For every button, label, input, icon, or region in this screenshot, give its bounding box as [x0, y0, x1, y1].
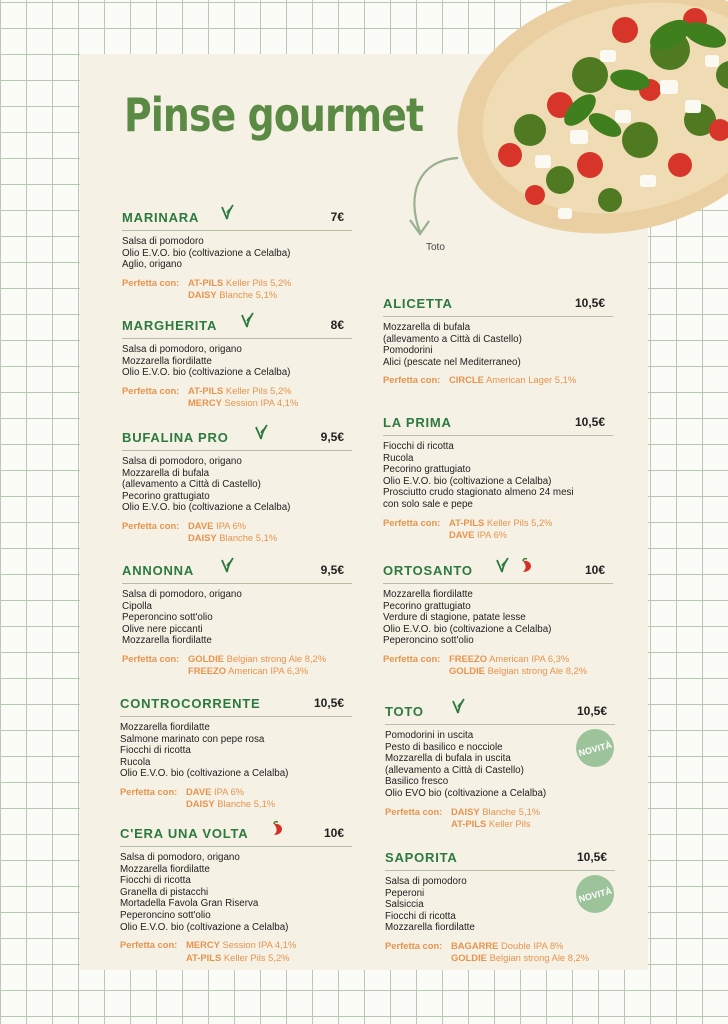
pairing-line: [120, 952, 352, 965]
beer-name: FREEZO: [449, 652, 488, 664]
beer-pairing: [383, 517, 613, 542]
ingredient: Peperoncino sott'olio: [122, 612, 213, 624]
ingredient: Pecorino grattugiato: [122, 490, 210, 502]
beer-style: Keller Pils 5,2%: [225, 276, 292, 288]
beer-style: IPA 6%: [476, 529, 508, 541]
ingredient: Rucola: [120, 756, 151, 768]
ingredient: (allevamento a Città di Castello): [385, 764, 524, 776]
ingredient: Mozzarella fiordilatte: [122, 355, 212, 367]
ingredient: Olio E.V.O. bio (coltivazione a Celalba): [383, 475, 552, 487]
beer-style: Belgian strong Ale 8,2%: [489, 952, 590, 964]
pairing-line: [383, 653, 613, 666]
ingredient: (allevamento a Città di Castello): [383, 333, 522, 345]
pairing-line: [122, 385, 352, 398]
ingredient: Rucola: [383, 452, 414, 464]
item-price: 7€: [330, 210, 344, 224]
item-price: 10€: [323, 826, 344, 840]
ingredient-list: [122, 456, 352, 514]
ingredient: (allevamento a Città di Castello): [122, 479, 261, 491]
ingredient: Pomodorini in uscita: [385, 730, 474, 741]
pairing-line: [120, 939, 352, 952]
beer-style: Session IPA 4,1%: [224, 397, 299, 409]
item-header: [383, 294, 613, 317]
pairing-label: Perfetta con:: [120, 785, 178, 797]
ingredient-list: [120, 722, 352, 780]
beer-style: American IPA 6,3%: [228, 665, 309, 677]
ingredient: Mozzarella di bufala: [122, 467, 210, 479]
pairing-label: Perfetta con:: [120, 939, 178, 951]
pairing-line: [383, 374, 613, 387]
ingredient: Granella di pistacchi: [120, 886, 209, 898]
item-price: 9,5€: [320, 430, 344, 444]
ingredient: Fiocchi di ricotta: [383, 441, 454, 452]
pizza-photo: [440, 0, 728, 270]
pairing-label: Perfetta con:: [122, 276, 180, 288]
ingredient: Peperoncino sott'olio: [383, 635, 474, 647]
pairing-line: [122, 653, 352, 666]
beer-style: Double IPA 8%: [501, 939, 564, 951]
hero-caption: Toto: [426, 242, 445, 253]
ingredient: Mortadella Favola Gran Riserva: [120, 898, 259, 910]
item-price: 9,5€: [320, 563, 344, 577]
vegetarian-leaf-icon: [220, 557, 234, 578]
ingredient: Salsa di pomodoro: [385, 876, 467, 887]
beer-name: GOLDIE: [449, 665, 485, 677]
pairing-line: [122, 397, 352, 410]
ingredient-list: [383, 322, 613, 368]
ingredient: Salsa di pomodoro, origano: [122, 344, 242, 355]
badge-text: NOVITÀ: [577, 885, 613, 905]
beer-pairing: [383, 653, 613, 678]
menu-item: [120, 694, 352, 811]
beer-name: AT-PILS: [449, 516, 485, 528]
ingredient: Peperoni: [385, 887, 425, 899]
item-header: [120, 694, 352, 717]
ingredient: Salsa di pomodoro: [122, 236, 204, 247]
ingredient: Mozzarella di bufala in uscita: [385, 753, 511, 765]
pairing-line: [122, 665, 352, 678]
beer-style: Blanche 5,1%: [219, 289, 278, 301]
ingredient: Salmone marinato con pepe rosa: [120, 733, 265, 745]
pairing-label: Perfetta con:: [122, 652, 180, 664]
chili-pepper-icon: [270, 820, 286, 841]
ingredient: Mozzarella fiordilatte: [383, 589, 473, 600]
pairing-label: Perfetta con:: [122, 519, 180, 531]
ingredient-list: [120, 852, 352, 933]
beer-pairing: [385, 940, 615, 965]
badge-text: NOVITÀ: [577, 739, 613, 759]
ingredient: Mozzarella fiordilatte: [120, 722, 210, 733]
beer-style: American Lager 5,1%: [486, 374, 577, 386]
item-price: 10,5€: [576, 850, 607, 864]
ingredient: Pecorino grattugiato: [383, 600, 471, 612]
item-header: [383, 561, 613, 584]
menu-item: [122, 208, 352, 302]
beer-style: American IPA 6,3%: [489, 652, 570, 664]
ingredient: Pomodorini: [383, 345, 433, 357]
beer-name: GOLDIE: [188, 652, 224, 664]
ingredient: Cipolla: [122, 600, 152, 612]
ingredient-list: [383, 589, 613, 647]
item-name: SAPORITA: [385, 850, 458, 865]
menu-item: [122, 561, 352, 678]
pairing-label: Perfetta con:: [383, 652, 441, 664]
beer-pairing: [122, 653, 352, 678]
item-header: [122, 316, 352, 339]
item-header: [120, 824, 352, 847]
pairing-line: [122, 520, 352, 533]
beer-name: DAVE: [188, 519, 214, 531]
beer-style: IPA 6%: [213, 785, 245, 797]
beer-style: Blanche 5,1%: [217, 798, 276, 810]
beer-name: AT-PILS: [188, 384, 224, 396]
ingredient: Olive nere piccanti: [122, 623, 203, 635]
item-price: 10,5€: [574, 415, 605, 429]
vegetarian-leaf-icon: [254, 424, 268, 445]
pairing-line: [122, 277, 352, 290]
pairing-label: Perfetta con:: [385, 805, 443, 817]
beer-name: MERCY: [188, 397, 222, 409]
beer-pairing: [122, 277, 352, 302]
ingredient: Mozzarella di bufala: [383, 322, 471, 333]
ingredient: Salsa di pomodoro, origano: [122, 589, 242, 600]
beer-style: Keller Pils 5,2%: [225, 384, 292, 396]
beer-style: Belgian strong Ale 8,2%: [226, 652, 327, 664]
ingredient: Olio E.V.O. bio (coltivazione a Celalba): [120, 921, 289, 933]
pairing-line: [383, 665, 613, 678]
beer-name: DAISY: [186, 798, 215, 810]
ingredient: Olio EVO bio (coltivazione a Celalba): [385, 787, 547, 799]
item-name: CONTROCORRENTE: [120, 696, 261, 711]
pairing-line: [122, 289, 352, 302]
item-price: 8€: [330, 318, 344, 332]
ingredient: Verdure di stagione, patate lesse: [383, 612, 526, 624]
page-title: Pinse gourmet: [124, 88, 424, 142]
beer-name: GOLDIE: [451, 952, 487, 964]
new-badge: [575, 874, 615, 914]
pairing-line: [385, 818, 615, 831]
pairing-line: [385, 806, 615, 819]
ingredient: Olio E.V.O. bio (coltivazione a Celalba): [122, 502, 291, 514]
menu-item: [383, 294, 613, 387]
beer-name: DAVE: [186, 785, 212, 797]
menu-item: [122, 316, 352, 410]
item-name: MARGHERITA: [122, 318, 218, 333]
beer-name: FREEZO: [188, 665, 227, 677]
ingredient: Salsa di pomodoro, origano: [122, 456, 242, 467]
item-name: LA PRIMA: [383, 415, 452, 430]
ingredient: Prosciutto crudo stagionato almeno 24 mesi: [383, 487, 574, 499]
ingredient: Mozzarella fiordilatte: [385, 922, 475, 934]
ingredient-list: [122, 236, 352, 271]
pairing-line: [385, 952, 615, 965]
ingredient: Olio E.V.O. bio (coltivazione a Celalba): [122, 367, 291, 379]
item-header: [385, 702, 615, 725]
beer-name: DAISY: [188, 289, 217, 301]
beer-pairing: [122, 520, 352, 545]
pairing-line: [383, 529, 613, 542]
ingredient-list: [122, 344, 352, 379]
beer-style: IPA 6%: [215, 519, 247, 531]
item-name: BUFALINA PRO: [122, 430, 229, 445]
beer-name: MERCY: [186, 939, 220, 951]
menu-item: [122, 428, 352, 545]
beer-name: DAISY: [188, 532, 217, 544]
beer-style: Blanche 5,1%: [219, 532, 278, 544]
pairing-line: [385, 940, 615, 953]
ingredient: Salsiccia: [385, 899, 424, 911]
ingredient: Basilico fresco: [385, 776, 449, 788]
item-name: C'ERA UNA VOLTA: [120, 826, 249, 841]
beer-style: Keller Pils 5,2%: [223, 951, 290, 963]
chili-pepper-icon: [519, 557, 535, 578]
ingredient: Olio E.V.O. bio (coltivazione a Celalba): [383, 623, 552, 635]
vegetarian-leaf-icon: [240, 312, 254, 333]
pairing-label: Perfetta con:: [385, 939, 443, 951]
menu-item: [120, 824, 352, 964]
beer-pairing: [122, 385, 352, 410]
item-header: [383, 413, 613, 436]
item-name: ALICETTA: [383, 296, 453, 311]
beer-name: AT-PILS: [451, 818, 487, 830]
ingredient: Mozzarella fiordilatte: [120, 863, 210, 875]
pairing-line: [122, 532, 352, 545]
beer-style: Belgian strong Ale 8,2%: [487, 665, 588, 677]
beer-name: AT-PILS: [188, 276, 224, 288]
beer-style: Blanche 5,1%: [482, 805, 541, 817]
item-header: [122, 428, 352, 451]
ingredient-list: [122, 589, 352, 647]
ingredient: con solo sale e pepe: [383, 498, 473, 510]
beer-pairing: [120, 786, 352, 811]
ingredient: Alici (pescate nel Mediterraneo): [383, 356, 521, 368]
new-badge: [575, 728, 615, 768]
vegetarian-leaf-icon: [495, 557, 509, 578]
pairing-label: Perfetta con:: [122, 384, 180, 396]
ingredient: Olio E.V.O. bio (coltivazione a Celalba): [122, 247, 291, 259]
ingredient: Fiocchi di ricotta: [385, 910, 456, 922]
item-price: 10,5€: [313, 696, 344, 710]
beer-name: DAVE: [449, 529, 475, 541]
item-name: TOTO: [385, 704, 424, 719]
ingredient: Olio E.V.O. bio (coltivazione a Celalba): [120, 768, 289, 780]
ingredient: Pesto di basilico e nocciole: [385, 741, 503, 753]
beer-name: BAGARRE: [451, 939, 499, 951]
pairing-label: Perfetta con:: [383, 516, 441, 528]
pairing-line: [383, 517, 613, 530]
ingredient: Fiocchi di ricotta: [120, 875, 191, 887]
arrow-icon: [398, 150, 468, 245]
menu-item: [383, 413, 613, 542]
item-name: MARINARA: [122, 210, 200, 225]
beer-style: Keller Pils: [488, 818, 531, 830]
item-header: [122, 561, 352, 584]
ingredient: Salsa di pomodoro, origano: [120, 852, 240, 863]
ingredient: Pecorino grattugiato: [383, 464, 471, 476]
ingredient: Fiocchi di ricotta: [120, 745, 191, 757]
item-name: ANNONNA: [122, 563, 195, 578]
beer-name: DAISY: [451, 805, 480, 817]
item-header: [122, 208, 352, 231]
beer-name: AT-PILS: [186, 951, 222, 963]
item-price: 10,5€: [574, 296, 605, 310]
ingredient-list: [383, 441, 613, 511]
ingredient: Aglio, origano: [122, 259, 182, 271]
vegetarian-leaf-icon: [451, 698, 465, 719]
menu-item: [383, 561, 613, 678]
pairing-line: [120, 786, 352, 799]
item-name: ORTOSANTO: [383, 563, 473, 578]
beer-pairing: [385, 806, 615, 831]
item-price: 10€: [584, 563, 605, 577]
beer-pairing: [120, 939, 352, 964]
item-price: 10,5€: [576, 704, 607, 718]
vegetarian-leaf-icon: [220, 204, 234, 225]
pairing-line: [120, 798, 352, 811]
item-header: [385, 848, 615, 871]
beer-style: Keller Pils 5,2%: [486, 516, 553, 528]
beer-pairing: [383, 374, 613, 387]
beer-name: CIRCLE: [449, 374, 484, 386]
pairing-label: Perfetta con:: [383, 374, 441, 386]
beer-style: Session IPA 4,1%: [222, 939, 297, 951]
ingredient: Mozzarella fiordilatte: [122, 635, 212, 647]
ingredient: Peperoncino sott'olio: [120, 909, 211, 921]
